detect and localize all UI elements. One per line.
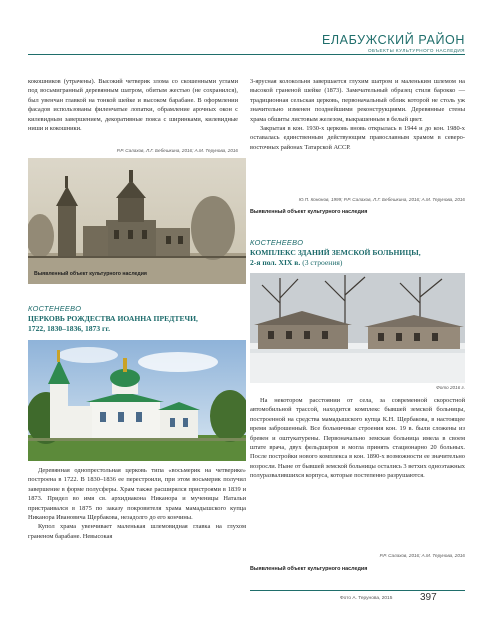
header-rule xyxy=(28,54,465,55)
right-heritage-label: Выявленный объект культурного наследия xyxy=(250,209,368,215)
church-paragraph-1: Деревянная однопрестольная церковь типа «восьмерик на четверике» построена в 1722. В 1830–1836 ее перестроили, при этом восьмерик получил завершение в форме полусферы. Храм также расширялся пристроями в 1839 и 1873. Придел во имя св. архидиакона Никанора и мученицы Натальи пристраивался в 1875 по заказу покровителя храма мамадышского купца Никанора Ивановича Щербакова, незадолго до его кончины. xyxy=(28,467,246,522)
left-top-paragraph: кокошников (утрачены). Высокий четверик злома со скошенными углами под восьмигранный деревянным шатром, обитым жестью (не сохранился), был увенчан главкой на тонкой шейке и высоком барабане. В оформлении фасадов использованы филенчатые лопатки, обрамление арочных окон с килевидным завершением, декоративные пояса с ширинками, килевидные ниши и кокошники. xyxy=(28,78,238,133)
footer-rule xyxy=(250,590,465,591)
hospital-photo xyxy=(250,273,465,383)
church-location: КОСТЕНЕЕВО xyxy=(28,304,82,313)
hospital-paragraph: На некотором расстоянии от села, за современной скоростной автомобильной трассой, находится комплекс бывшей земской больницы, построенной на средства мамадышского купца К.Н. Щербакова, в настоящее время заброшенный. Все больничные строения кон. 19 в. были сложены из бревен и оштукатурены. Первоначально земская больница имела в своем штате врача, двух фельдшеров и могла принять стационарно 20 больных. После постройки нового комплекса в кон. 1890-х возможности ее значительно возросли. Ныне от бывшей земской больницы остались 3 ветхих одноэтажных полуразвалившихся корпуса, которые постепенно разрушаются. xyxy=(250,397,465,480)
church-paragraph-2: Купол храма увенчивает маленькая шлемовидная главка на глухом граненом барабане. Невысокая xyxy=(28,523,246,540)
footer-photo-credit: Фото А. Терунова, 2015 xyxy=(340,596,393,601)
left-top-credit: Р.Р. Салахов, Л.Г. Бебешкина, 2016; А.М. Терунова, 2016 xyxy=(116,148,238,153)
left-photo-caption: Выявленный объект культурного наследия xyxy=(34,271,147,277)
region-subtitle: ОБЪЕКТЫ КУЛЬТУРНОГО НАСЛЕДИЯ xyxy=(367,48,465,53)
hospital-note: (3 строения) xyxy=(302,258,343,267)
hospital-location: КОСТЕНЕЕВО xyxy=(250,238,304,247)
hospital-text xyxy=(250,396,465,481)
hospital-title xyxy=(250,248,465,268)
hospital-dates: 2-я пол. XIX в. xyxy=(250,258,301,267)
right-top-paragraph-2: Закрытая в кон. 1930-х церковь вновь открылась в 1944 и до кон. 1980-х оставалась единственным действующим православным храмом в северо-восточных районах Татарской АССР. xyxy=(250,125,465,151)
church-photo xyxy=(28,340,246,461)
hospital-photo-caption: Фото 2016 г. xyxy=(436,385,465,390)
region-title: ЕЛАБУЖСКИЙ РАЙОН xyxy=(321,33,465,47)
page-number: 397 xyxy=(420,592,437,603)
church-title-line: ЦЕРКОВЬ РОЖДЕСТВА ИОАННА ПРЕДТЕЧИ, xyxy=(28,314,198,323)
right-top-credit: Ю.П. Кононов, 1999; Р.Р. Салахов, Л.Г. Бебешкина, 2016; А.М. Терунова, 2016 xyxy=(298,197,465,202)
hospital-title-line: КОМПЛЕКС ЗДАНИЙ ЗЕМСКОЙ БОЛЬНИЦЫ, xyxy=(250,248,421,257)
hospital-credit: Р.Р. Салахов, 2016; А.М. Терунова, 2016 xyxy=(379,553,465,558)
church-title xyxy=(28,314,246,334)
right-top-paragraph-1: 3-ярусная колокольня завершается глухим шатром и маленьким шлемом на высокой граненой шейке (1873). Замечательный образец стиля барокко — традиционная сельская церковь, первоначальный облик которой не столь уж значительно изменен позднейшими реконструкциями. Деревянные стены храма обшиты листовым железом, выкрашенным в белый цвет. xyxy=(250,78,465,123)
hospital-dates-line xyxy=(250,258,465,268)
hospital-heritage-label: Выявленный объект культурного наследия xyxy=(250,566,368,572)
left-top-text xyxy=(28,77,238,133)
church-text xyxy=(28,466,246,541)
right-top-text xyxy=(250,77,465,152)
church-dates-line: 1722, 1830–1836, 1873 гг. xyxy=(28,324,110,333)
old-church-photo xyxy=(28,158,246,284)
